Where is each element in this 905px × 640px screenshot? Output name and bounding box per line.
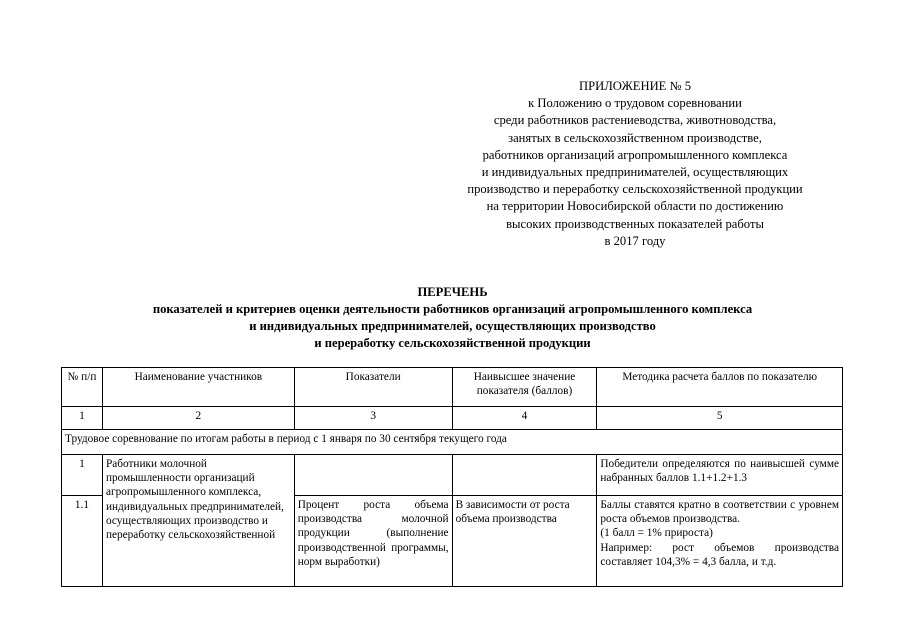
title-line: и индивидуальных предпринимателей, осуществляющих производство xyxy=(249,319,656,333)
participants-cell: Работники молочной промышленности организаций агропромышленного комплекса, индивидуальных предпринимателей, осуществляющих производство и переработку сельскохозяйственной xyxy=(102,455,294,587)
appendix-line: к Положению о трудовом соревновании xyxy=(528,96,742,111)
header-number: № п/п xyxy=(62,368,103,407)
column-number: 4 xyxy=(452,407,597,430)
header-participants: Наименование участников xyxy=(102,368,294,407)
appendix-line: работников организаций агропромышленного комплекса xyxy=(482,147,788,162)
title-line: показателей и критериев оценки деятельности работников организаций агропромышленного комплекса xyxy=(152,302,753,316)
max-value-cell xyxy=(452,455,597,496)
appendix-line: высоких производственных показателей работы xyxy=(506,216,764,231)
document-title xyxy=(60,284,845,352)
column-numbers-row xyxy=(62,407,843,430)
appendix-line: на территории Новосибирской области по достижению xyxy=(486,199,784,214)
header-max-value: Наивысшее значение показателя (баллов) xyxy=(452,368,597,407)
method-line: (1 балл = 1% прироста) xyxy=(600,527,713,540)
table-row xyxy=(62,455,843,496)
row-number: 1.1 xyxy=(62,496,103,587)
indicator-cell: Процент роста объема производства молочной продукции (выполнение производственной программы, норм выработки) xyxy=(294,496,452,587)
appendix-line: и индивидуальных предпринимателей, осуществляющих xyxy=(481,165,789,180)
column-number: 3 xyxy=(294,407,452,430)
column-number: 1 xyxy=(62,407,103,430)
section-title: Трудовое соревнование по итогам работы в период с 1 января по 30 сентября текущего года xyxy=(62,430,843,455)
appendix-line: ПРИЛОЖЕНИЕ № 5 xyxy=(579,79,691,93)
method-cell xyxy=(597,496,843,587)
header-indicators: Показатели xyxy=(294,368,452,407)
section-row xyxy=(62,430,843,455)
appendix-line: среди работников растениеводства, животноводства, xyxy=(493,113,777,128)
indicator-cell xyxy=(294,455,452,496)
appendix-line: производство и переработку сельскохозяйственной продукции xyxy=(467,182,803,197)
column-number: 5 xyxy=(597,407,843,430)
appendix-line: занятых в сельскохозяйственном производстве, xyxy=(508,130,762,145)
header-method: Методика расчета баллов по показателю xyxy=(597,368,843,407)
column-number: 2 xyxy=(102,407,294,430)
title-line: и переработку сельскохозяйственной продукции xyxy=(314,336,591,350)
method-line: Баллы ставятся кратно в соответствии с уровнем роста объемов производства. xyxy=(600,499,839,526)
max-value-cell: В зависимости от роста объема производства xyxy=(452,496,597,587)
indicators-table xyxy=(61,367,843,587)
title-heading: ПЕРЕЧЕНЬ xyxy=(417,285,488,299)
method-cell: Победители определяются по наивысшей сумме набранных баллов 1.1+1.2+1.3 xyxy=(597,455,843,496)
appendix-header xyxy=(420,78,850,250)
row-number: 1 xyxy=(62,455,103,496)
appendix-line: в 2017 году xyxy=(604,233,666,248)
method-line: Например: рост объемов производства составляет 104,3% = 4,3 балла, и т.д. xyxy=(600,541,839,568)
table-header-row xyxy=(62,368,843,407)
